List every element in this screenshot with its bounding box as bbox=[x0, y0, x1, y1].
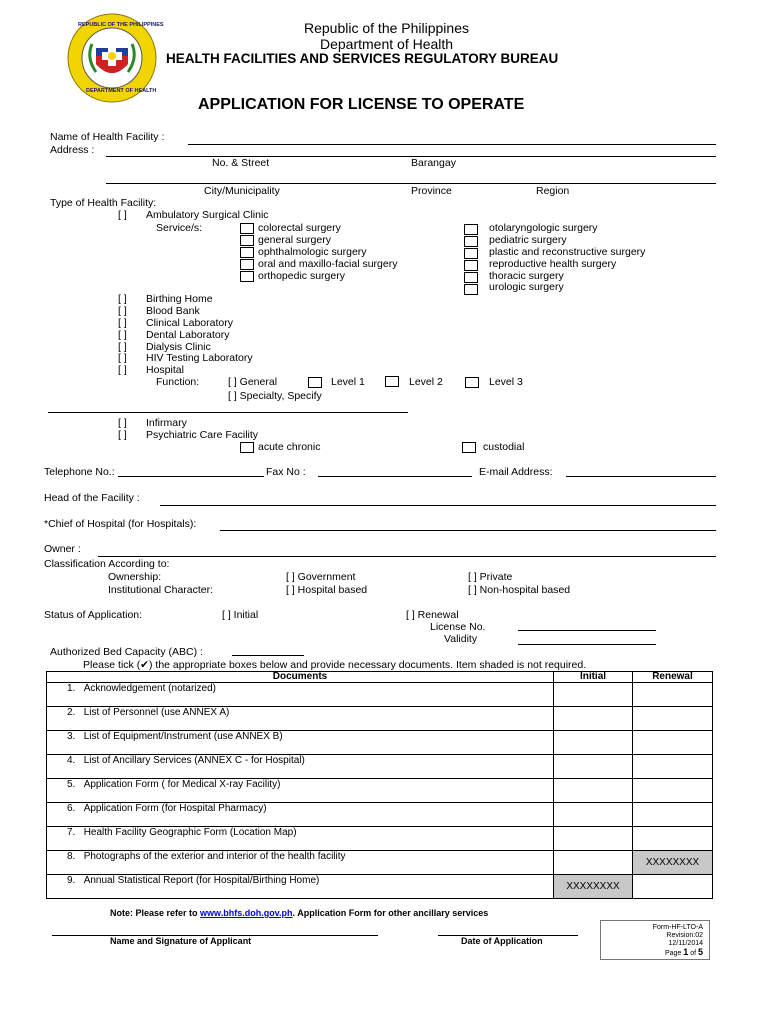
specialty-line[interactable] bbox=[48, 412, 408, 413]
documents-table bbox=[46, 671, 713, 899]
abc-label: Authorized Bed Capacity (ABC) : bbox=[50, 646, 203, 658]
type-label-dental: Dental Laboratory bbox=[146, 329, 230, 341]
service-label-right-4: reproductive health surgery bbox=[489, 258, 617, 270]
service-label-right-5: thoracic surgery bbox=[489, 270, 564, 282]
service-checkbox-left-5[interactable] bbox=[240, 271, 254, 282]
page-mid: of bbox=[688, 950, 698, 957]
table-row bbox=[47, 875, 713, 899]
government-option[interactable]: [ ] Government bbox=[286, 571, 356, 583]
initial-cell[interactable] bbox=[554, 827, 633, 851]
type-bracket-2[interactable]: [ ] bbox=[118, 305, 127, 317]
status-label: Status of Application: bbox=[44, 609, 143, 621]
telephone-line[interactable] bbox=[118, 476, 264, 477]
type-bracket-1[interactable]: [ ] bbox=[118, 293, 127, 305]
document-cell bbox=[47, 731, 554, 755]
institutional-label: Institutional Character: bbox=[108, 584, 214, 596]
services-label: Service/s: bbox=[156, 222, 203, 234]
document-cell bbox=[47, 851, 554, 875]
note-prefix: Note: Please refer to bbox=[110, 908, 201, 918]
initial-cell[interactable] bbox=[554, 707, 633, 731]
email-label: E-mail Address: bbox=[479, 466, 553, 478]
level3-label: Level 3 bbox=[489, 376, 523, 388]
chief-label: *Chief of Hospital (for Hospitals): bbox=[44, 518, 197, 530]
address-label: Address : bbox=[50, 144, 95, 156]
table-row bbox=[47, 731, 713, 755]
ambulatory-bracket[interactable]: [ ] bbox=[118, 209, 127, 221]
type-bracket-5[interactable]: [ ] bbox=[118, 341, 127, 353]
telephone-label: Telephone No.: bbox=[44, 466, 115, 478]
address-line-2[interactable] bbox=[106, 183, 716, 184]
custodial-checkbox[interactable] bbox=[462, 442, 476, 453]
service-checkbox-left-2[interactable] bbox=[240, 235, 254, 246]
level3-checkbox[interactable] bbox=[465, 377, 479, 388]
region-caption: Region bbox=[536, 185, 570, 197]
facility-name-label: Name of Health Facility : bbox=[50, 131, 165, 143]
header-country: Republic of the Philippines bbox=[304, 20, 469, 36]
row-number: 1. bbox=[67, 683, 76, 694]
acute-checkbox[interactable] bbox=[240, 442, 254, 453]
non-hospital-option[interactable]: [ ] Non-hospital based bbox=[468, 584, 571, 596]
service-checkbox-right-4[interactable] bbox=[464, 260, 478, 271]
table-row bbox=[47, 683, 713, 707]
page-prefix: Page bbox=[664, 950, 684, 957]
form-page bbox=[601, 948, 703, 958]
type-label-hospital: Hospital bbox=[146, 364, 184, 376]
service-checkbox-right-5[interactable] bbox=[464, 272, 478, 283]
form-code: Form-HF-LTO-A bbox=[652, 924, 703, 931]
document-name: List of Personnel (use ANNEX A) bbox=[83, 707, 230, 718]
header-department: Department of Health bbox=[320, 36, 454, 52]
renewal-cell[interactable] bbox=[633, 779, 713, 803]
service-checkbox-right-6[interactable] bbox=[464, 284, 478, 295]
owner-line[interactable] bbox=[98, 556, 716, 557]
service-checkbox-left-3[interactable] bbox=[240, 247, 254, 258]
service-label-left-2: general surgery bbox=[258, 234, 331, 246]
fax-label: Fax No : bbox=[266, 466, 306, 478]
service-label-left-3: ophthalmologic surgery bbox=[258, 246, 367, 258]
table-header-row bbox=[47, 672, 713, 683]
page-current: 1 bbox=[683, 947, 689, 957]
service-checkbox-right-3[interactable] bbox=[464, 248, 478, 259]
header-documents: Documents bbox=[47, 672, 554, 683]
row-number: 3. bbox=[67, 731, 76, 742]
instruction-text: Please tick (✔) the appropriate boxes below and provide necessary documents. Item shaded is not required. bbox=[83, 659, 587, 671]
row-number: 9. bbox=[67, 875, 76, 886]
header-initial: Initial bbox=[554, 672, 633, 683]
owner-label: Owner : bbox=[44, 543, 81, 555]
document-cell bbox=[47, 827, 554, 851]
page-title: APPLICATION FOR LICENSE TO OPERATE bbox=[198, 96, 525, 113]
document-name: Application Form ( for Medical X-ray Facility) bbox=[83, 779, 281, 790]
service-label-right-6: urologic surgery bbox=[489, 281, 564, 293]
renewal-cell[interactable] bbox=[633, 707, 713, 731]
type-bracket-6[interactable]: [ ] bbox=[118, 352, 127, 364]
table-row bbox=[47, 755, 713, 779]
header-renewal: Renewal bbox=[633, 672, 713, 683]
document-cell bbox=[47, 683, 554, 707]
renewal-cell-shaded: XXXXXXXX bbox=[633, 851, 713, 875]
row-number: 2. bbox=[67, 707, 76, 718]
head-line[interactable] bbox=[160, 505, 716, 506]
renewal-cell[interactable] bbox=[633, 827, 713, 851]
bhfs-link[interactable]: www.bhfs.doh.gov.ph bbox=[200, 908, 293, 918]
renewal-cell[interactable] bbox=[633, 683, 713, 707]
doh-seal bbox=[66, 12, 164, 104]
type-bracket-7[interactable]: [ ] bbox=[118, 364, 127, 376]
header-bureau: HEALTH FACILITIES AND SERVICES REGULATORY BUREAU bbox=[166, 51, 559, 66]
email-line[interactable] bbox=[566, 476, 716, 477]
form-info-box bbox=[600, 920, 710, 960]
note-text bbox=[110, 908, 488, 918]
function-label: Function: bbox=[156, 376, 200, 388]
page-total: 5 bbox=[697, 947, 703, 957]
service-label-right-3: plastic and reconstructive surgery bbox=[489, 246, 646, 258]
custodial-label: custodial bbox=[483, 441, 525, 453]
document-name: Application Form (for Hospital Pharmacy) bbox=[83, 803, 267, 814]
ambulatory-label: Ambulatory Surgical Clinic bbox=[146, 209, 269, 221]
ownership-label: Ownership: bbox=[108, 571, 162, 583]
document-cell bbox=[47, 755, 554, 779]
service-checkbox-right-2[interactable] bbox=[464, 236, 478, 247]
level2-label: Level 2 bbox=[409, 376, 443, 388]
document-name: Acknowledgement (notarized) bbox=[83, 683, 216, 694]
initial-cell[interactable] bbox=[554, 755, 633, 779]
type-label-dialysis: Dialysis Clinic bbox=[146, 341, 211, 353]
renewal-cell[interactable] bbox=[633, 731, 713, 755]
renewal-cell[interactable] bbox=[633, 803, 713, 827]
street-caption: No. & Street bbox=[212, 157, 270, 169]
document-cell bbox=[47, 707, 554, 731]
type-bracket-9[interactable]: [ ] bbox=[118, 429, 127, 441]
type-bracket-3[interactable]: [ ] bbox=[118, 317, 127, 329]
head-label: Head of the Facility : bbox=[44, 492, 140, 504]
document-cell bbox=[47, 875, 554, 899]
row-number: 4. bbox=[67, 755, 76, 766]
service-label-left-1: colorectal surgery bbox=[258, 222, 341, 234]
type-label-blood: Blood Bank bbox=[146, 305, 200, 317]
type-label-birthing: Birthing Home bbox=[146, 293, 213, 305]
hospital-based-option[interactable]: [ ] Hospital based bbox=[286, 584, 368, 596]
service-label-left-4: oral and maxillo-facial surgery bbox=[258, 258, 398, 270]
level1-label: Level 1 bbox=[331, 376, 365, 388]
initial-cell[interactable] bbox=[554, 683, 633, 707]
date-label: Date of Application bbox=[461, 936, 543, 946]
type-label-hiv: HIV Testing Laboratory bbox=[146, 352, 253, 364]
validity-label: Validity bbox=[444, 633, 478, 645]
initial-cell[interactable] bbox=[554, 851, 633, 875]
acute-label: acute chronic bbox=[258, 441, 321, 453]
initial-cell-shaded: XXXXXXXX bbox=[554, 875, 633, 899]
status-renewal[interactable]: [ ] Renewal bbox=[406, 609, 459, 621]
service-label-right-1: otolaryngologic surgery bbox=[489, 222, 598, 234]
abc-line[interactable] bbox=[232, 655, 304, 656]
type-label: Type of Health Facility: bbox=[50, 197, 157, 209]
document-name: List of Equipment/Instrument (use ANNEX B) bbox=[83, 731, 283, 742]
row-number: 7. bbox=[67, 827, 76, 838]
renewal-cell[interactable] bbox=[633, 875, 713, 899]
initial-cell[interactable] bbox=[554, 731, 633, 755]
document-name: Health Facility Geographic Form (Location Map) bbox=[83, 827, 297, 838]
facility-name-line[interactable] bbox=[188, 144, 716, 145]
type-label-clinical: Clinical Laboratory bbox=[146, 317, 233, 329]
note-suffix: . Application Form for other ancillary services bbox=[292, 908, 489, 918]
private-option[interactable]: [ ] Private bbox=[468, 571, 513, 583]
type-bracket-4[interactable]: [ ] bbox=[118, 329, 127, 341]
license-no-line[interactable] bbox=[518, 630, 656, 631]
document-name: Photographs of the exterior and interior of the health facility bbox=[83, 851, 346, 862]
row-number: 6. bbox=[67, 803, 76, 814]
fax-line[interactable] bbox=[318, 476, 472, 477]
renewal-cell[interactable] bbox=[633, 755, 713, 779]
service-label-left-5: orthopedic surgery bbox=[258, 270, 345, 282]
validity-line[interactable] bbox=[518, 644, 656, 645]
level1-checkbox[interactable] bbox=[308, 377, 322, 388]
service-checkbox-left-4[interactable] bbox=[240, 259, 254, 270]
classification-label: Classification According to: bbox=[44, 558, 170, 570]
level2-checkbox[interactable] bbox=[385, 376, 399, 387]
form-revision: Revision:02 bbox=[666, 932, 703, 939]
chief-line[interactable] bbox=[220, 530, 716, 531]
table-row bbox=[47, 851, 713, 875]
table-row bbox=[47, 707, 713, 731]
city-caption: City/Municipality bbox=[204, 185, 280, 197]
function-specialty[interactable]: [ ] Specialty, Specify bbox=[228, 390, 322, 402]
table-row bbox=[47, 827, 713, 851]
type-label-infirmary: Infirmary bbox=[146, 417, 187, 429]
function-general[interactable]: [ ] General bbox=[228, 376, 278, 388]
row-number: 5. bbox=[67, 779, 76, 790]
row-number: 8. bbox=[67, 851, 76, 862]
province-caption: Province bbox=[411, 185, 452, 197]
barangay-caption: Barangay bbox=[411, 157, 456, 169]
seal-top-text: REPUBLIC OF THE PHILIPPINES bbox=[78, 22, 164, 28]
initial-cell[interactable] bbox=[554, 803, 633, 827]
type-label-psychiatric: Psychiatric Care Facility bbox=[146, 429, 259, 441]
document-cell bbox=[47, 779, 554, 803]
service-checkbox-left-1[interactable] bbox=[240, 223, 254, 234]
table-row bbox=[47, 779, 713, 803]
signature-label: Name and Signature of Applicant bbox=[110, 936, 252, 946]
initial-cell[interactable] bbox=[554, 779, 633, 803]
type-bracket-8[interactable]: [ ] bbox=[118, 417, 127, 429]
document-name: List of Ancillary Services (ANNEX C - for Hospital) bbox=[83, 755, 305, 766]
license-no-label: License No. bbox=[430, 621, 486, 633]
document-name: Annual Statistical Report (for Hospital/Birthing Home) bbox=[83, 875, 320, 886]
status-initial[interactable]: [ ] Initial bbox=[222, 609, 259, 621]
service-label-right-2: pediatric surgery bbox=[489, 234, 567, 246]
seal-bottom-text: DEPARTMENT OF HEALTH bbox=[86, 88, 157, 94]
form-date: 12/11/2014 bbox=[668, 940, 703, 947]
document-cell bbox=[47, 803, 554, 827]
service-checkbox-right-1[interactable] bbox=[464, 224, 478, 235]
table-row bbox=[47, 803, 713, 827]
